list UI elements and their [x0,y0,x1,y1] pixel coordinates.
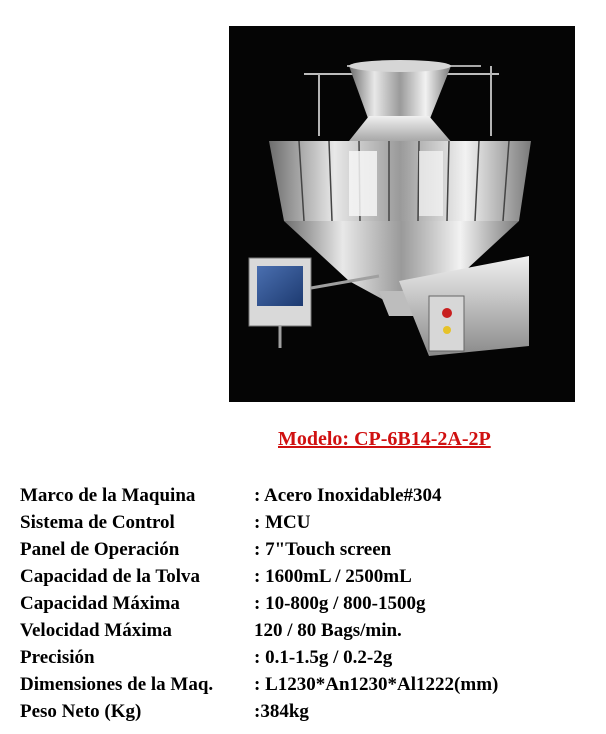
spec-value: : L1230*An1230*Al1222(mm) [254,674,499,695]
spec-value: : 7"Touch screen [254,539,392,560]
spec-label: Peso Neto (Kg) [20,701,142,722]
spec-label: Marco de la Maquina [20,485,196,506]
spec-label: Precisión [20,647,95,668]
spec-value: : Acero Inoxidable#304 [254,485,442,506]
spec-value: : 10-800g / 800-1500g [254,593,426,614]
spec-label: Sistema de Control [20,512,175,533]
spec-label: Capacidad de la Tolva [20,566,201,587]
spec-label: Dimensiones de la Maq. [20,674,214,695]
spec-value: 120 / 80 Bags/min. [254,620,402,641]
multihead-weigher-illustration [229,26,575,402]
spec-label: Panel de Operación [20,539,180,560]
spec-value: : 1600mL / 2500mL [254,566,412,587]
spec-label: Velocidad Máxima [20,620,172,641]
product-photo [229,26,575,402]
spec-value: :384kg [254,701,309,722]
spec-value: : MCU [254,512,311,533]
spec-label: Capacidad Máxima [20,593,180,614]
spec-value: : 0.1-1.5g / 0.2-2g [254,647,393,668]
model-heading: Modelo: CP-6B14-2A-2P [278,428,491,450]
